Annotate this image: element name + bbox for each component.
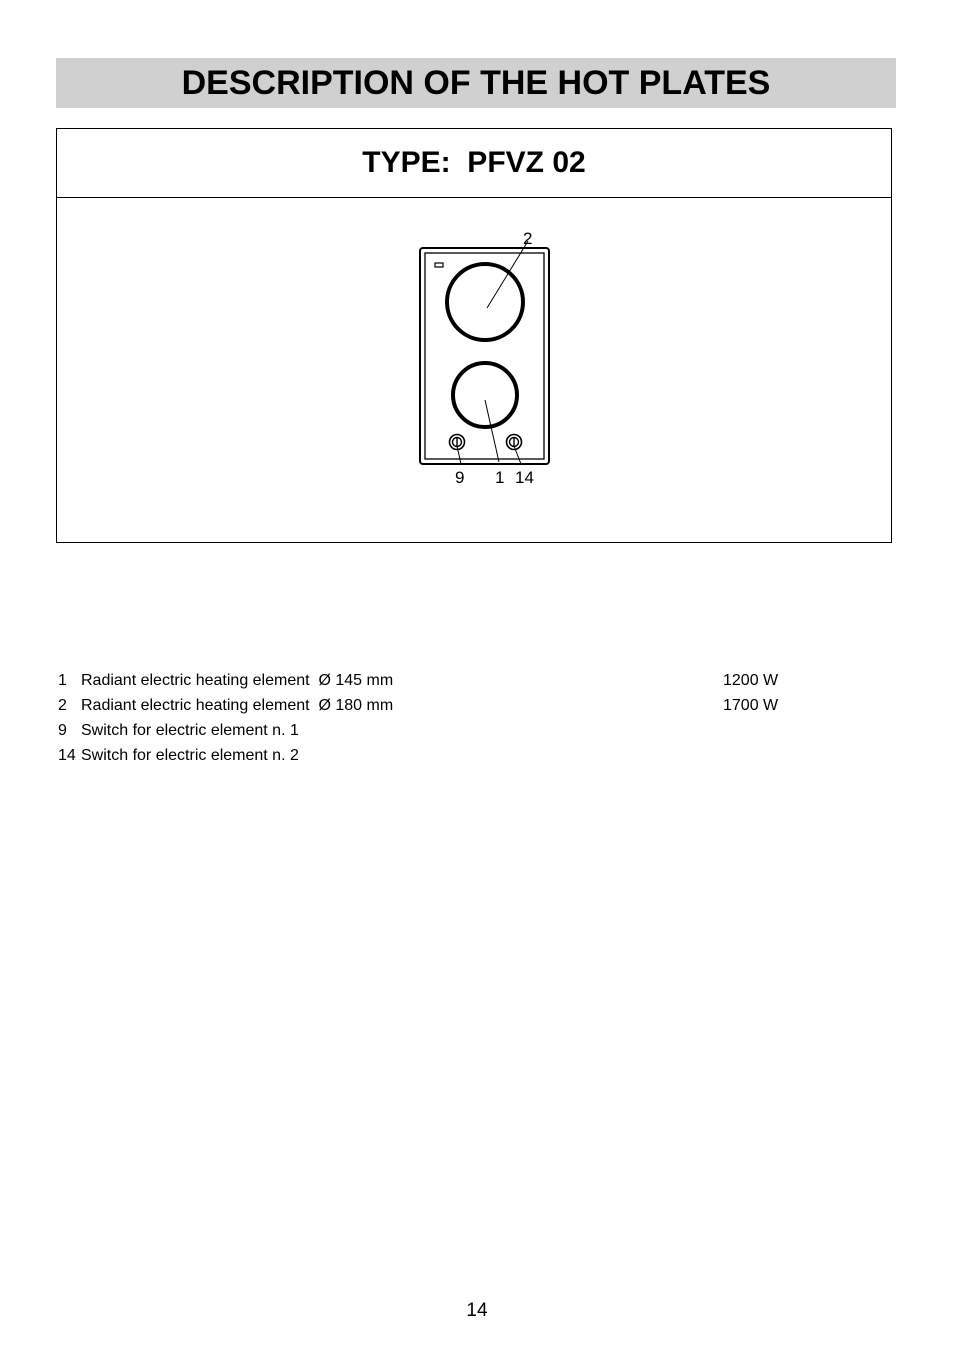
callout-2: 2 — [523, 229, 533, 248]
legend-power: 1200 W — [723, 672, 779, 689]
legend-row — [58, 695, 818, 720]
legend-description: Radiant electric heating element Ø 145 mm — [81, 672, 394, 689]
legend-number: 14 — [58, 747, 76, 764]
legend-number: 9 — [58, 722, 67, 739]
legend-row — [58, 720, 818, 745]
callout-14: 14 — [515, 468, 534, 487]
leader-line-1 — [485, 400, 499, 462]
page-title: DESCRIPTION OF THE HOT PLATES — [181, 64, 771, 102]
legend-description: Switch for electric element n. 2 — [81, 747, 299, 764]
type-title-row — [57, 129, 891, 198]
legend-number: 2 — [58, 697, 67, 714]
callout-1: 1 — [495, 468, 505, 487]
legend-description: Switch for electric element n. 1 — [81, 722, 299, 739]
legend-number: 1 — [58, 672, 67, 689]
legend-row — [58, 745, 818, 770]
callout-9: 9 — [455, 468, 465, 487]
legend-description: Radiant electric heating element Ø 180 mm — [81, 697, 394, 714]
legend-power: 1700 W — [723, 697, 779, 714]
hob-outer-frame — [420, 248, 549, 464]
type-box — [56, 128, 892, 543]
title-bar — [56, 58, 896, 108]
component-legend — [58, 670, 818, 770]
legend-row — [58, 670, 818, 695]
small-plate-icon — [453, 363, 517, 427]
type-label: TYPE: PFVZ 02 — [362, 146, 586, 179]
hob-diagram — [57, 198, 891, 542]
indicator-light-icon — [435, 263, 443, 267]
hob-drawing — [57, 198, 891, 542]
large-plate-icon — [447, 264, 523, 340]
page-number: 14 — [466, 1300, 488, 1321]
